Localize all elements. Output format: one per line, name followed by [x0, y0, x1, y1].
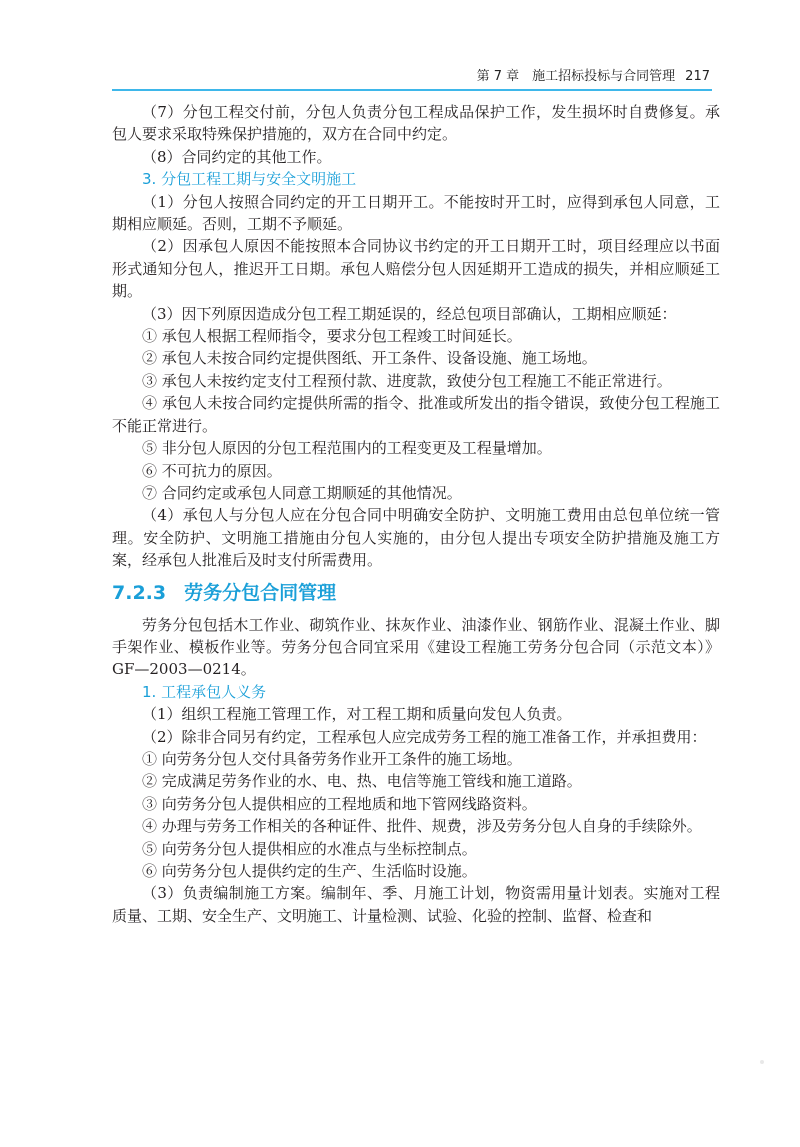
paragraph: （8）合同约定的其他工作。 [142, 147, 332, 166]
paragraph: ⑦ 合同约定或承包人同意工期顺延的其他情况。 [142, 483, 462, 502]
subsection-heading: 3. 分包工程工期与安全文明施工 [142, 170, 357, 189]
section-heading [112, 580, 720, 606]
header-rule [112, 89, 712, 91]
chapter-title: 第 7 章 施工招标投标与合同管理 [476, 69, 676, 84]
paragraph: 劳务分包包括木工作业、砌筑作业、抹灰作业、油漆作业、钢筋作业、混凝土作业、脚手架作业、模板作业等。劳务分包合同宜采用《建设工程施工劳务分包合同（示范文本）》GF—2003—0214。 [112, 615, 720, 679]
paragraph: （2）因承包人原因不能按照本合同协议书约定的开工日期开工时，项目经理应以书面形式通知分包人，推迟开工日期。承包人赔偿分包人因延期开工造成的损失，并相应顺延工期。 [112, 237, 720, 301]
paragraph: ② 承包人未按合同约定提供图纸、开工条件、设备设施、施工场地。 [142, 349, 597, 368]
paragraph: （7）分包工程交付前，分包人负责分包工程成品保护工作，发生损坏时自费修复。承包人要求采取特殊保护措施的，双方在合同中约定。 [112, 103, 720, 144]
paragraph: （2）除非合同另有约定，工程承包人应完成劳务工程的施工准备工作，并承担费用： [142, 727, 707, 746]
paragraph: （3）负责编制施工方案。编制年、季、月施工计划，物资需用量计划表。实施对工程质量、工期、安全生产、文明施工、计量检测、试验、化验的控制、监督、检查和 [112, 884, 720, 925]
paragraph: （1）组织工程施工管理工作，对工程工期和质量向发包人负责。 [142, 705, 572, 724]
page-number: 217 [685, 69, 710, 84]
section-number: 7.2.3 [112, 581, 167, 604]
paragraph: ③ 承包人未按约定支付工程预付款、进度款，致使分包工程施工不能正常进行。 [142, 371, 672, 390]
section-title: 劳务分包合同管理 [184, 581, 337, 604]
paragraph: （1）分包人按照合同约定的开工日期开工。不能按时开工时，应得到承包人同意，工期相应顺延。否则，工期不予顺延。 [112, 192, 720, 234]
paragraph: （3）因下列原因造成分包工程工期延误的，经总包项目部确认，工期相应顺延： [142, 304, 677, 323]
paragraph: ⑥ 不可抗力的原因。 [142, 461, 282, 480]
paragraph: ① 向劳务分包人交付具备劳务作业开工条件的施工场地。 [142, 749, 522, 768]
scan-mark [760, 1060, 764, 1064]
paragraph: ⑤ 向劳务分包人提供相应的水准点与坐标控制点。 [142, 839, 477, 858]
subsection-heading: 1. 工程承包人义务 [142, 682, 267, 701]
paragraph: ① 承包人根据工程师指令，要求分包工程竣工时间延长。 [142, 327, 522, 346]
paragraph: （4）承包人与分包人应在分包合同中明确安全防护、文明施工费用由总包单位统一管理。安全防护、文明施工措施由分包人实施的，由分包人提出专项安全防护措施及施工方案，经承包人批准后及时支付所需费用。 [112, 506, 720, 570]
running-header [112, 66, 710, 88]
paragraph: ③ 向劳务分包人提供相应的工程地质和地下管网线路资料。 [142, 794, 537, 813]
paragraph: ⑤ 非分包人原因的分包工程范围内的工程变更及工程量增加。 [142, 439, 552, 458]
paragraph: ② 完成满足劳务作业的水、电、热、电信等施工管线和施工道路。 [142, 772, 582, 791]
page-body [112, 101, 720, 927]
paragraph: ④ 办理与劳务工作相关的各种证件、批件、规费，涉及劳务分包人自身的手续除外。 [142, 817, 702, 836]
paragraph: ④ 承包人未按合同约定提供所需的指令、批准或所发出的指令错误，致使分包工程施工不能正常进行。 [112, 394, 720, 435]
paragraph: ⑥ 向劳务分包人提供约定的生产、生活临时设施。 [142, 862, 477, 880]
